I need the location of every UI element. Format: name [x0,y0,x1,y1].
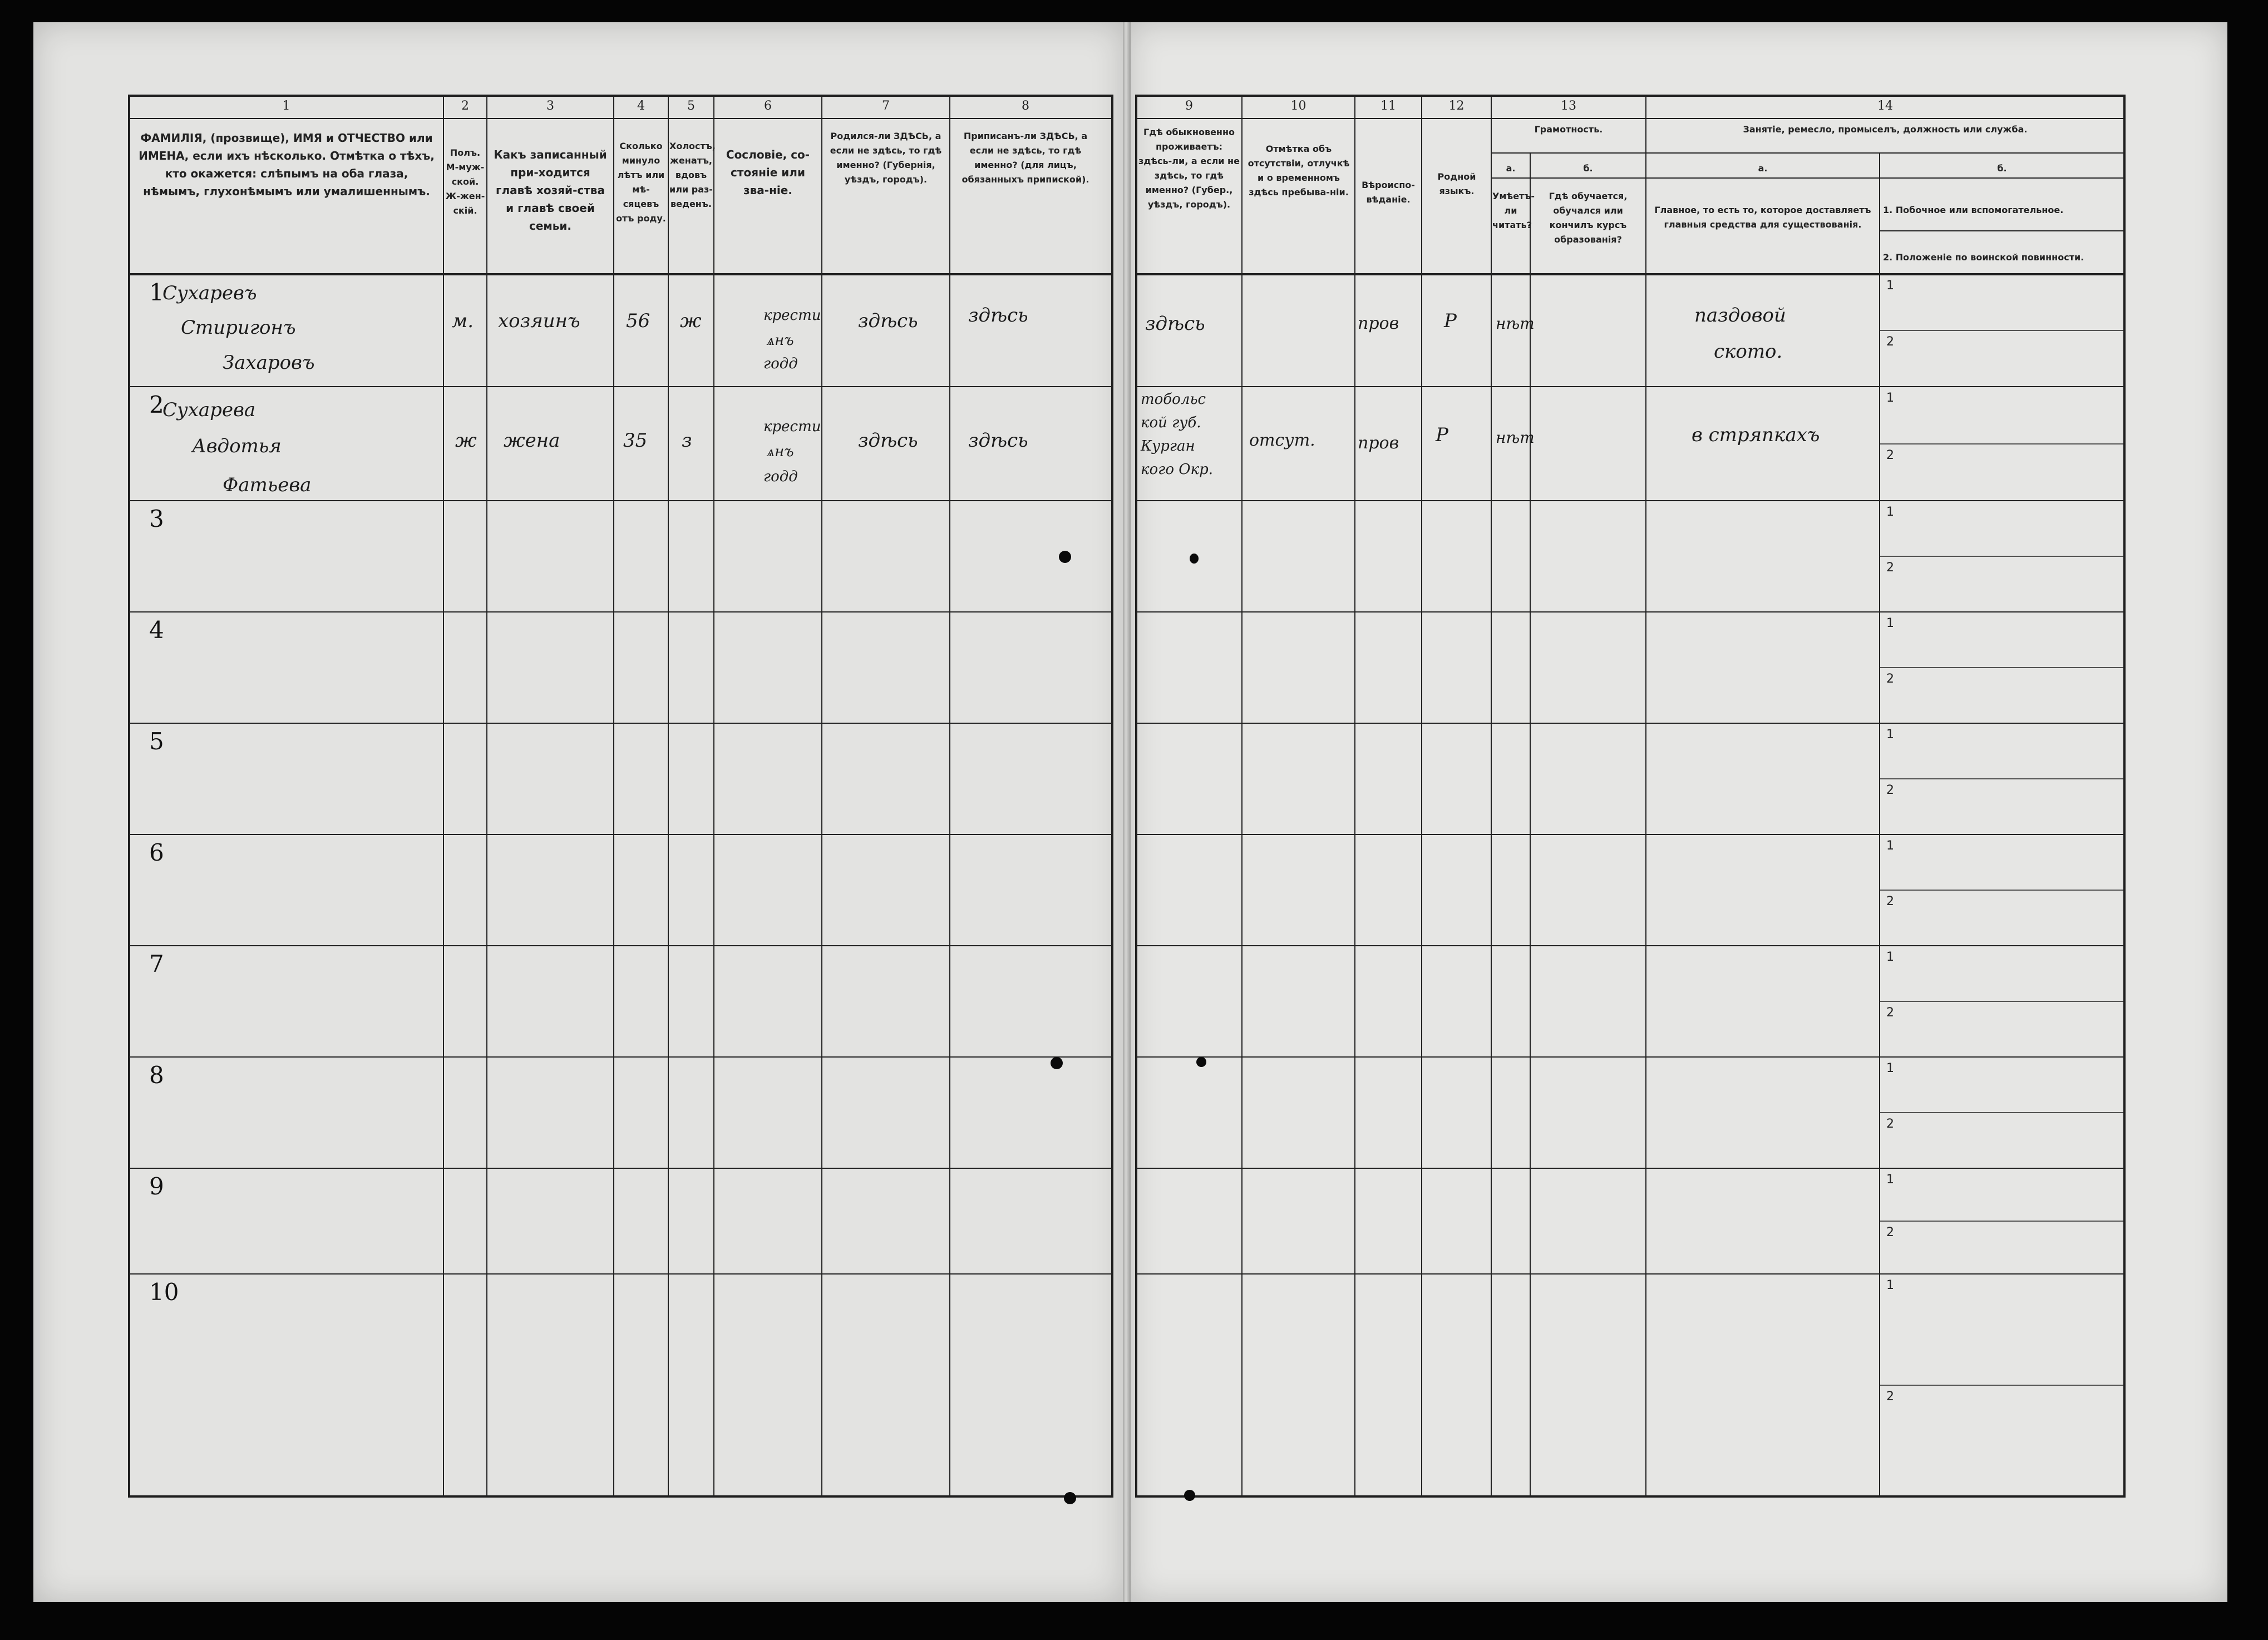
entry1-given-name: Стиригонъ [181,317,296,339]
row-number: 5 [149,728,164,755]
binding-hole [1064,1492,1076,1504]
occupation-sub-label: 1 [1886,728,1894,742]
occupation-sub-label: 1 [1886,1173,1894,1187]
row-number: 1 [149,279,164,306]
header-sex-column: Полъ. М-муж-ской. Ж-жен-скій. [445,147,485,216]
entry2-absence: отсут. [1249,431,1315,450]
entry1-marital: ж [680,310,702,332]
col-number-2: 2 [461,99,469,113]
occupation-sub-label: 1 [1886,505,1894,519]
row-number: 6 [149,839,164,866]
entry1-surname: Сухаревъ [162,282,257,304]
occupation-sub-label: 1 [1886,950,1894,964]
header-registration-column: Приписанъ-ли ЗДѢСЬ, а если не здѣсь, то гдѣ именно? (для лицъ, обязанныхъ припиской). [962,131,1089,185]
entry1-age: 56 [626,310,650,332]
col-number-9: 9 [1185,99,1193,113]
binding-hole [1051,1057,1063,1069]
row-number: 9 [149,1173,164,1200]
header-marital-column: Холостъ, женатъ, вдовъ или раз-веденъ. [669,141,716,209]
entry1-estate-l2: ѧнъ [767,332,794,349]
col-number-7: 7 [882,99,890,113]
header-side-occupation: 1. Побочное или вспомогательное. [1883,205,2064,215]
entry1-language: Р [1444,310,1457,332]
header-main-occupation: Главное, то есть то, которое доставляетъ главныя средства для существованія. [1654,205,1871,230]
row-number: 8 [149,1061,164,1089]
entry1-sex: м. [452,310,474,332]
entry1-patronymic: Захаровъ [223,352,315,374]
entry1-estate-l3: годд [763,355,798,372]
col-number-10: 10 [1290,99,1306,113]
row-number: 4 [149,616,164,644]
entry2-language: Р [1436,424,1448,446]
header-language-column: Родной языкъ. [1437,171,1476,196]
entry2-residence-l1: тобольс [1141,391,1206,408]
occupation-sub-label: 2 [1886,448,1894,462]
entry2-occupation: в стряпкахъ [1692,424,1820,446]
col-number-1: 1 [282,99,290,113]
occupation-sub-label: 1 [1886,839,1894,853]
binding-hole [1190,554,1199,564]
header-occupation-column: Занятіе, ремесло, промыселъ, должность или служба. [1743,124,2028,135]
entry2-registration: здѣсь [968,429,1028,452]
entry1-occupation-l1: паздовой [1694,304,1786,327]
header-literacy-column: Грамотность. [1534,124,1603,135]
entry2-age: 35 [623,429,648,452]
header-estate-column: Сословіе, со-стояніе или зва-ніе. [726,148,810,197]
binding-hole [1059,551,1071,563]
header-occupation-a-letter: а. [1758,163,1768,174]
header-birthplace-column: Родился-ли ЗДѢСЬ, а если не здѣсь, то гдѣ именно? (Губернія, уѣздъ, городъ). [830,131,942,185]
binding-hole [1184,1490,1195,1501]
occupation-sub-label: 2 [1886,335,1894,349]
header-occupation-b-letter: б. [1997,163,2007,174]
occupation-sub-label: 1 [1886,391,1894,405]
occupation-sub-label: 1 [1886,616,1894,630]
entry1-estate-l1: крести [763,307,821,324]
entry2-marital: з [682,429,692,452]
row-number: 10 [149,1278,179,1306]
header-can-read-column: Умѣетъ-ли читать? [1492,191,1535,230]
entry2-residence-l3: Курган [1141,438,1195,455]
entry1-birthplace: здѣсь [858,310,918,332]
header-military-status: 2. Положеніе по воинской повинности. [1883,252,2084,263]
entry2-residence-l4: кого Окр. [1141,461,1213,478]
binding-hole [1196,1057,1206,1067]
entry1-literate: нѣт [1496,314,1535,333]
row-number: 3 [149,505,164,532]
col-number-5: 5 [687,99,695,113]
occupation-sub-label: 2 [1886,1226,1894,1239]
occupation-sub-label: 1 [1886,279,1894,293]
col-number-4: 4 [637,99,645,113]
header-religion-column: Вѣроиспо-вѣданіе. [1362,180,1415,205]
occupation-sub-label: 1 [1886,1278,1894,1292]
occupation-sub-label: 2 [1886,1117,1894,1131]
entry2-estate-l2: ѧнъ [767,443,794,460]
entry2-relation: жена [504,429,560,452]
header-literacy-b-letter: б. [1583,163,1593,174]
entry2-residence-l2: кой губ. [1141,414,1201,431]
occupation-sub-label: 2 [1886,1006,1894,1020]
occupation-sub-label: 1 [1886,1061,1894,1075]
entry2-patronymic: Фатьева [223,474,312,496]
col-number-13: 13 [1561,99,1576,113]
occupation-sub-label: 2 [1886,895,1894,908]
row-number: 2 [149,391,164,418]
header-relation-column: Какъ записанный при-ходится главѣ хозяй-ства и главѣ своей семьи. [494,148,607,233]
entry2-religion: пров [1358,433,1399,453]
header-literacy-a-letter: а. [1506,163,1516,174]
entry1-occupation-l2: ското. [1714,340,1783,363]
header-age-column: Сколько минуло лѣтъ или мѣ-сяцевъ отъ роду. [616,141,666,224]
entry2-sex: ж [455,429,477,452]
occupation-sub-label: 2 [1886,672,1894,686]
col-number-14: 14 [1877,99,1893,113]
entry2-estate-l1: крести [763,418,821,435]
col-number-3: 3 [546,99,554,113]
entry2-birthplace: здѣсь [858,429,918,452]
entry2-literate: нѣт [1496,428,1535,447]
entry1-relation: хозяинъ [498,310,580,332]
row-number: 7 [149,950,164,977]
entry2-estate-l3: годд [763,468,798,485]
entry1-religion: пров [1358,314,1399,333]
occupation-sub-label: 2 [1886,783,1894,797]
header-education-column: Гдѣ обучается, обучался или кончилъ курсъ образованія? [1549,191,1628,245]
col-number-8: 8 [1022,99,1029,113]
col-number-12: 12 [1448,99,1465,113]
header-name-column: ФАМИЛІЯ, (прозвище), ИМЯ и ОТЧЕСТВО или ИМЕНА, если ихъ нѣсколько. Отмѣтка о тѣхъ, кто окажется: слѣпымъ на оба глаза, нѣмымъ, глухонѣмымъ или умалишеннымъ. [139,131,435,198]
occupation-sub-label: 2 [1886,561,1894,575]
entry2-given-name: Авдотья [192,435,282,457]
entry1-residence: здѣсь [1145,313,1205,335]
occupation-sub-label: 2 [1886,1390,1894,1404]
header-absence-column: Отмѣтка объ отсутствіи, отлучкѣ и о временномъ здѣсь пребыва-ніи. [1248,144,1350,197]
entry1-registration: здѣсь [968,304,1028,327]
col-number-6: 6 [764,99,772,113]
header-residence-column: Гдѣ обыкновенно проживаетъ: здѣсь-ли, а если не здѣсь, то гдѣ именно? (Губер., уѣздъ, городъ). [1138,127,1240,210]
col-number-11: 11 [1380,99,1396,113]
entry2-surname: Сухарева [162,399,256,421]
